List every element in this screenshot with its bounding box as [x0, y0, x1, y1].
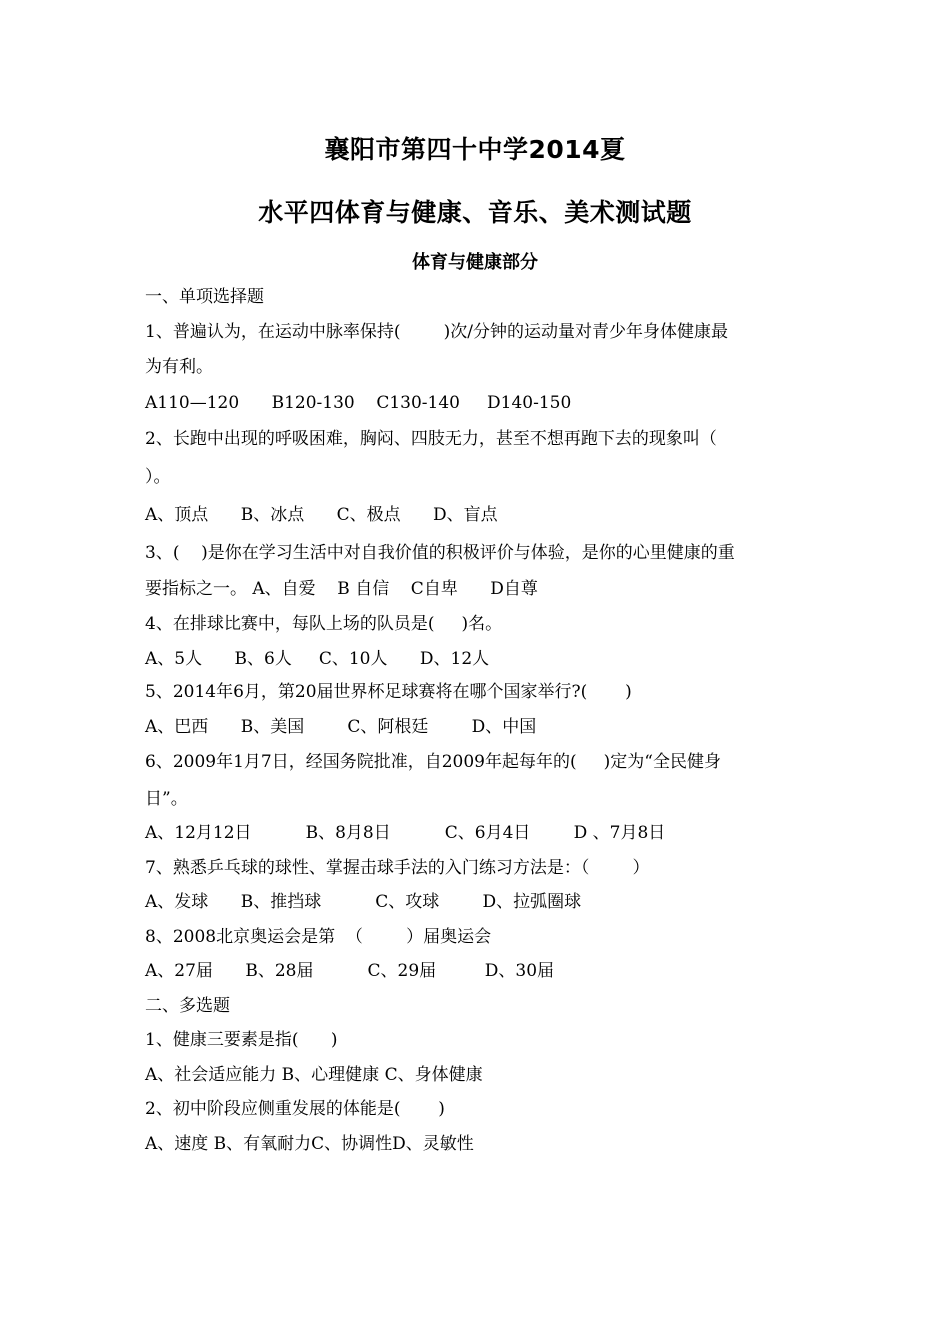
question-1-options: A110—120 B120-130 C130-140 D140-150 — [145, 393, 572, 413]
question-8-options: A、27届 B、28届 C、29届 D、30届 — [145, 961, 555, 981]
question-2: 2、长跑中出现的呼吸困难，胸闷、四肢无力，甚至不想再跑下去的现象叫（ — [145, 429, 717, 449]
section-heading: 体育与健康部分 — [412, 252, 538, 273]
mq-1-options: A、社会适应能力 B、心理健康 C、身体健康 — [145, 1065, 483, 1085]
question-4-options: A、5人 B、6人 C、10人 D、12人 — [145, 649, 490, 669]
mq-2: 2、初中阶段应侧重发展的体能是( ) — [145, 1099, 445, 1119]
document-title: 襄阳市第四十中学2014夏 — [324, 135, 626, 164]
document-subtitle: 水平四体育与健康、音乐、美术测试题 — [258, 198, 692, 227]
question-8: 8、2008北京奥运会是第 （ ）届奥运会 — [145, 927, 492, 947]
question-7-options: A、发球 B、推挡球 C、攻球 D、拉弧圈球 — [145, 892, 582, 912]
question-3-cont: 要指标之一。 A、自爱 B 自信 C自卑 D自尊 — [145, 579, 538, 599]
question-2-cont: ）。 — [145, 467, 171, 487]
question-1-cont: 为有利。 — [145, 357, 213, 377]
question-3: 3、( )是你在学习生活中对自我价值的积极评价与体验，是你的心里健康的重 — [145, 543, 735, 563]
mq-2-options: A、速度 B、有氧耐力C、协调性D、灵敏性 — [145, 1134, 474, 1154]
question-7: 7、熟悉乒乓球的球性、掌握击球手法的入门练习方法是：（ ） — [145, 858, 650, 878]
question-1: 1、普遍认为，在运动中脉率保持( )次/分钟的运动量对青少年身体健康最 — [145, 322, 729, 342]
question-6-options: A、12月12日 B、8月8日 C、6月4日 D 、7月8日 — [145, 823, 666, 843]
question-4: 4、在排球比赛中，每队上场的队员是( )名。 — [145, 614, 503, 634]
question-5-options: A、巴西 B、美国 C、阿根廷 D、中国 — [145, 717, 537, 737]
mq-1: 1、健康三要素是指( ) — [145, 1030, 338, 1050]
question-6-cont: 日”。 — [145, 789, 188, 809]
question-6: 6、2009年1月7日，经国务院批准，自2009年起每年的( )定为“全民健身 — [145, 752, 721, 772]
question-2-options: A、顶点 B、冰点 C、极点 D、盲点 — [145, 505, 498, 525]
heading-multi-choice: 二、多选题 — [145, 996, 230, 1016]
question-5: 5、2014年6月，第20届世界杯足球赛将在哪个国家举行?( ) — [145, 682, 632, 702]
heading-single-choice: 一、单项选择题 — [145, 287, 264, 307]
